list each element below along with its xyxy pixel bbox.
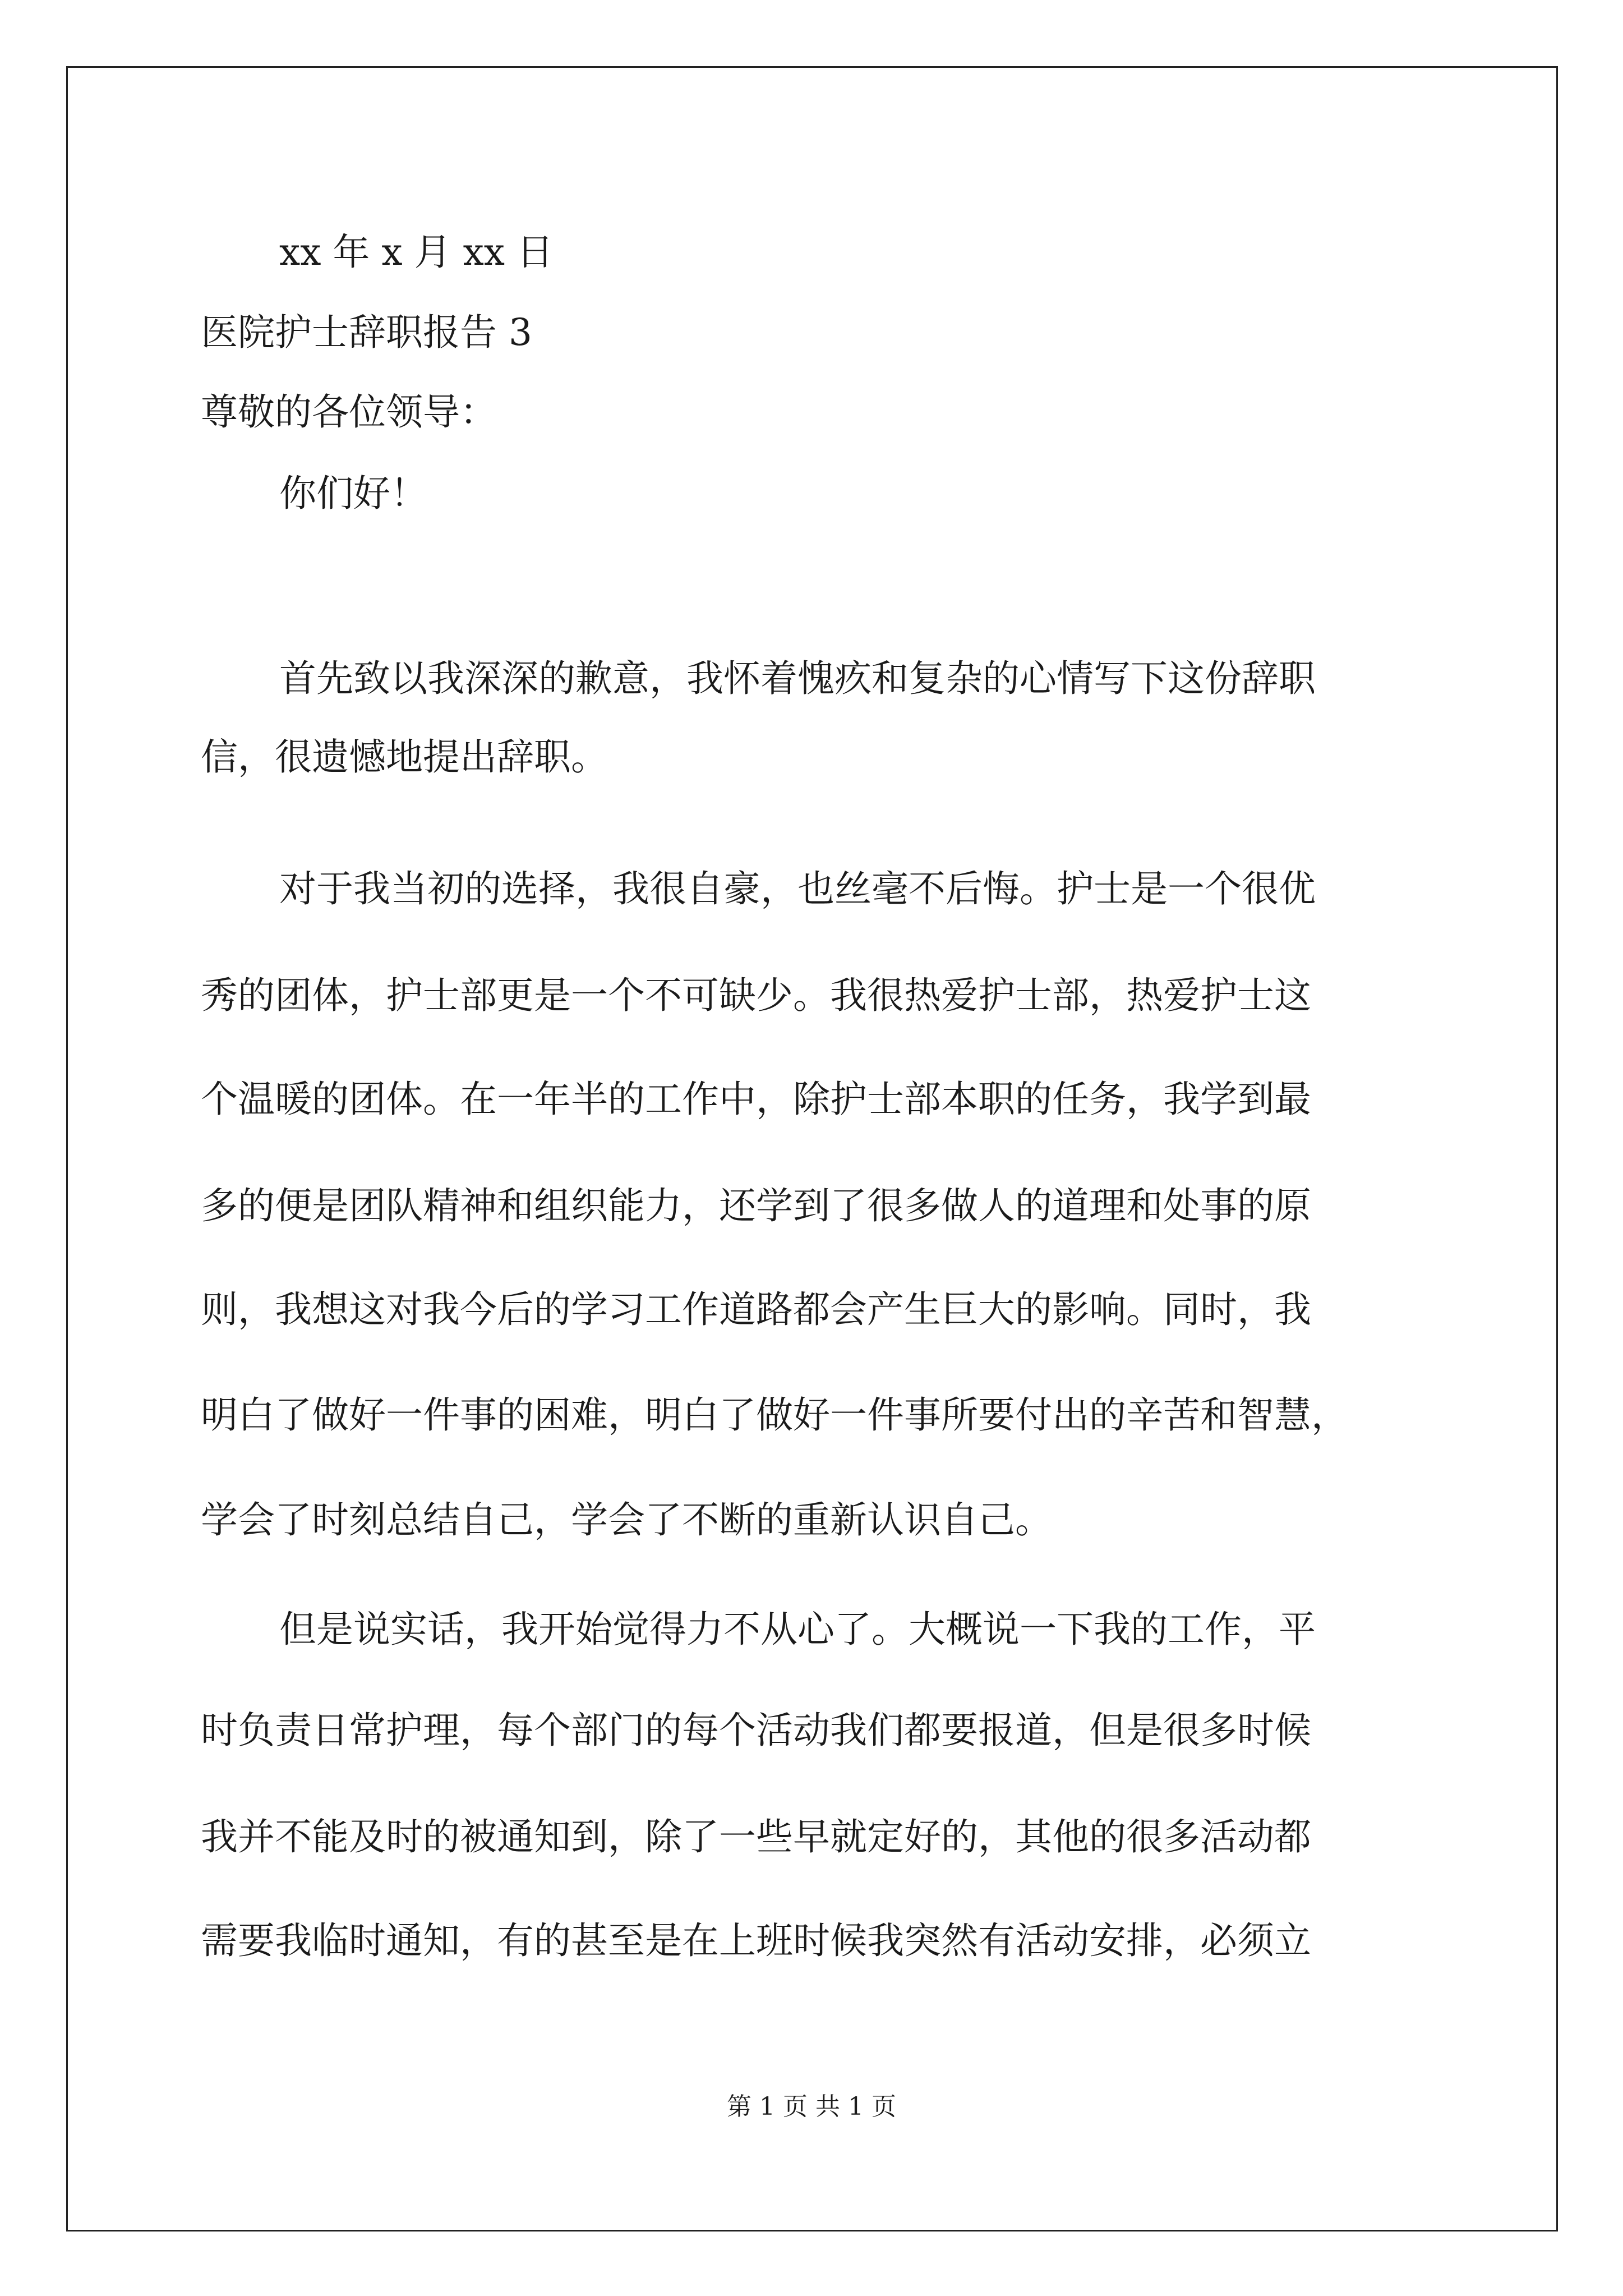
paragraph-2-line-1: 对于我当初的选择，我很自豪，也丝毫不后悔。护士是一个很优 bbox=[279, 867, 1316, 910]
paragraph-2-line-5: 则，我想这对我今后的学习工作道路都会产生巨大的影响。同时，我 bbox=[201, 1288, 1311, 1331]
page-footer: 第 1 页 共 1 页 bbox=[727, 2092, 896, 2121]
paragraph-2-line-6: 明白了做好一件事的困难，明白了做好一件事所要付出的辛苦和智慧， bbox=[201, 1393, 1348, 1437]
paragraph-2-line-7: 学会了时刻总结自己，学会了不断的重新认识自己。 bbox=[201, 1498, 1052, 1542]
paragraph-3-line-1: 但是说实话，我开始觉得力不从心了。大概说一下我的工作，平 bbox=[279, 1608, 1316, 1651]
paragraph-1-line-2: 信，很遗憾地提出辞职。 bbox=[201, 735, 608, 779]
document-title: 医院护士辞职报告 3 bbox=[201, 311, 532, 354]
paragraph-3-line-4: 需要我临时通知，有的甚至是在上班时候我突然有活动安排，必须立 bbox=[201, 1919, 1311, 1962]
paragraph-3-line-3: 我并不能及时的被通知到，除了一些早就定好的，其他的很多活动都 bbox=[201, 1815, 1311, 1858]
date-line: xx 年 x 月 xx 日 bbox=[279, 231, 554, 274]
paragraph-3-line-2: 时负责日常护理，每个部门的每个活动我们都要报道，但是很多时候 bbox=[201, 1709, 1311, 1752]
paragraph-2-line-4: 多的便是团队精神和组织能力，还学到了很多做人的道理和处事的原 bbox=[201, 1184, 1311, 1227]
salutation: 尊敬的各位领导： bbox=[201, 390, 497, 434]
greeting: 你们好！ bbox=[279, 472, 427, 515]
paragraph-1-line-1: 首先致以我深深的歉意，我怀着愧疚和复杂的心情写下这份辞职 bbox=[279, 657, 1316, 700]
paragraph-2-line-3: 个温暖的团体。在一年半的工作中，除护士部本职的任务，我学到最 bbox=[201, 1078, 1311, 1121]
paragraph-2-line-2: 秀的团体，护士部更是一个不可缺少。我很热爱护士部，热爱护士这 bbox=[201, 974, 1311, 1017]
